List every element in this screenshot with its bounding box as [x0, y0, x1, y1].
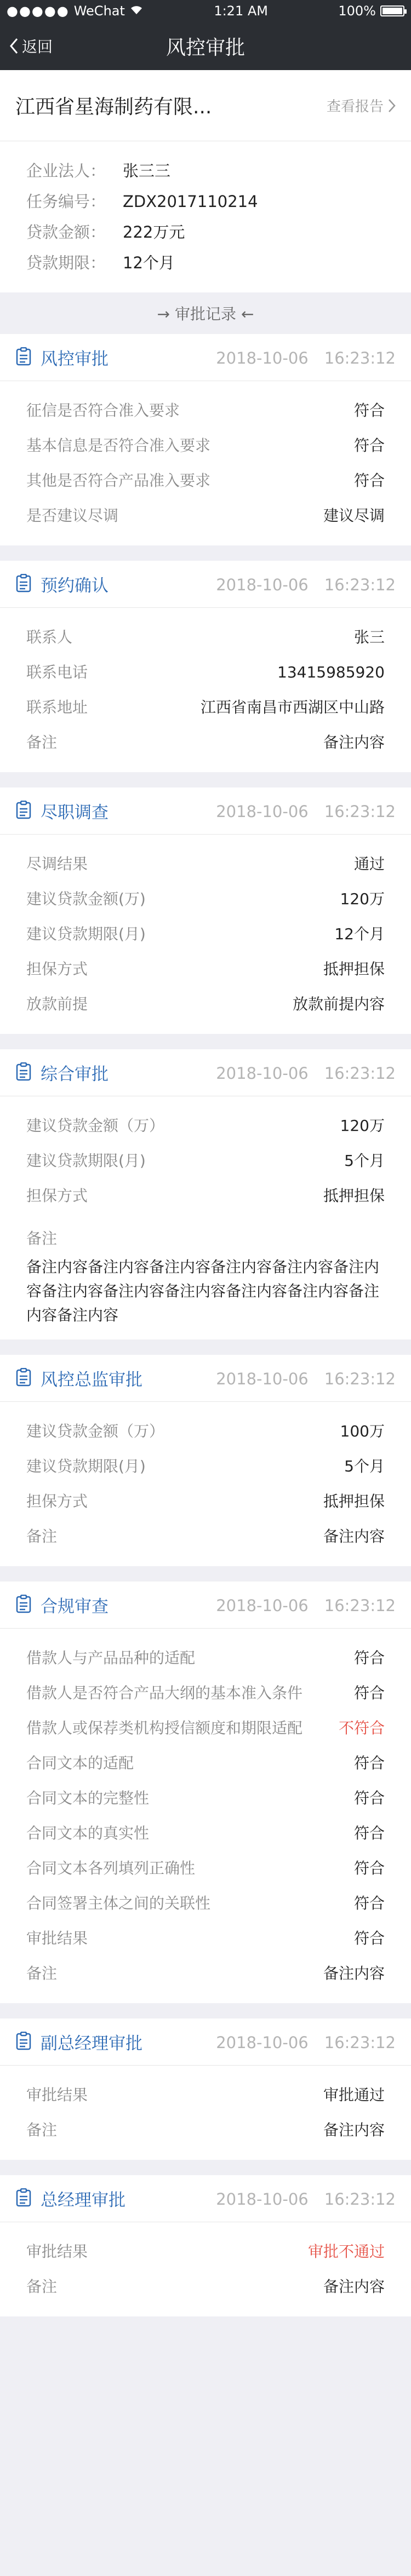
- detail-row: [26, 847, 385, 882]
- detail-label: 建议贷款金额(万): [26, 890, 146, 908]
- detail-value: 符合: [353, 1929, 385, 1947]
- card-header: [0, 1582, 411, 1629]
- summary-row: [26, 248, 385, 278]
- approval-card: [0, 561, 411, 772]
- detail-label: 建议贷款期限(月): [26, 1152, 146, 1170]
- detail-value: 抵押担保: [323, 960, 385, 978]
- card-title: 风控审批: [41, 349, 109, 369]
- clipboard-icon: [15, 2032, 32, 2052]
- detail-row: [26, 1886, 385, 1921]
- card-title-group: [15, 1592, 216, 1617]
- card-timestamp: 2018-10-06 16:23:12: [216, 349, 396, 367]
- detail-label: 其他是否符合产品准入要求: [26, 472, 211, 490]
- detail-row: [26, 2078, 385, 2113]
- detail-value: 建议尽调: [323, 507, 385, 525]
- card-body: [0, 1096, 411, 1339]
- detail-row: [26, 952, 385, 987]
- company-header: [0, 70, 411, 141]
- approval-card: [0, 2019, 411, 2160]
- detail-row: [26, 498, 385, 533]
- detail-row: [26, 393, 385, 428]
- card-body: [0, 1629, 411, 2003]
- card-header: [0, 2019, 411, 2066]
- note-label: 备注: [26, 1229, 58, 1247]
- detail-label: 征信是否符合准入要求: [26, 401, 180, 419]
- detail-row: [26, 1956, 385, 1991]
- detail-row: [26, 1484, 385, 1519]
- detail-row: [26, 1711, 385, 1746]
- summary-row: [26, 186, 385, 217]
- approval-card: [0, 1355, 411, 1566]
- approval-card: [0, 787, 411, 1034]
- card-title-group: [15, 1060, 216, 1085]
- detail-row: [26, 1816, 385, 1851]
- detail-value: 5个月: [344, 1152, 385, 1170]
- clipboard-icon: [15, 1062, 32, 1083]
- summary-label: 贷款期限：: [26, 254, 106, 272]
- back-button[interactable]: [9, 35, 53, 57]
- summary-label: 企业法人：: [26, 162, 106, 180]
- detail-label: 审批结果: [26, 2242, 88, 2261]
- detail-row: [26, 428, 385, 463]
- card-body: [0, 2066, 411, 2160]
- card-title-group: [15, 1366, 216, 1390]
- card-timestamp: 2018-10-06 16:23:12: [216, 802, 396, 821]
- card-header: [0, 1355, 411, 1402]
- card-timestamp: 2018-10-06 16:23:12: [216, 576, 396, 594]
- detail-value: 备注内容: [323, 2121, 385, 2139]
- signal-icon: ●●●●●: [7, 3, 70, 19]
- detail-label: 放款前提: [26, 995, 88, 1013]
- clipboard-icon: [15, 1595, 32, 1615]
- detail-value: 符合: [353, 472, 385, 490]
- detail-row: [26, 1519, 385, 1554]
- detail-row: [26, 1108, 385, 1143]
- detail-row: [26, 1143, 385, 1178]
- detail-value: 13415985920: [277, 663, 385, 681]
- card-header: [0, 1049, 411, 1096]
- view-report-link[interactable]: [327, 95, 396, 116]
- detail-label: 尽调结果: [26, 855, 88, 873]
- chevron-left-icon: [9, 37, 19, 55]
- summary-row: [26, 217, 385, 248]
- status-bar: [0, 0, 411, 22]
- summary-value: ZDX2017110214: [123, 192, 258, 211]
- detail-row: [26, 620, 385, 655]
- detail-value: 符合: [353, 1894, 385, 1912]
- company-name: 江西省星海制药有限...: [15, 96, 212, 118]
- detail-value: 不符合: [338, 1719, 385, 1737]
- detail-value: 审批不通过: [307, 2242, 385, 2261]
- detail-label: 备注: [26, 1964, 58, 1982]
- detail-value: 符合: [353, 1754, 385, 1772]
- detail-row: [26, 2269, 385, 2304]
- detail-label: 备注: [26, 2121, 58, 2139]
- detail-row: [26, 2234, 385, 2269]
- detail-row: [26, 463, 385, 498]
- card-title-group: [15, 572, 216, 596]
- card-timestamp: 2018-10-06 16:23:12: [216, 1064, 396, 1083]
- clipboard-icon: [15, 1368, 32, 1389]
- detail-label: 合同文本的真实性: [26, 1824, 150, 1842]
- detail-row: [26, 1641, 385, 1676]
- card-title: 尽职调查: [41, 803, 109, 823]
- card-header: [0, 561, 411, 608]
- detail-value: 符合: [353, 401, 385, 419]
- card-title-group: [15, 2029, 216, 2054]
- detail-value: 符合: [353, 436, 385, 455]
- note-text: 备注内容备注内容备注内容备注内容备注内容备注内容备注内容备注内容备注内容备注内容备注内容备注内容备注内容: [26, 1258, 380, 1324]
- card-header: [0, 334, 411, 381]
- detail-label: 联系人: [26, 628, 73, 646]
- wifi-icon: [129, 3, 144, 19]
- detail-row: [26, 1781, 385, 1816]
- detail-row: [26, 1676, 385, 1711]
- detail-value: 符合: [353, 1684, 385, 1702]
- clipboard-icon: [15, 2188, 32, 2209]
- detail-label: 备注: [26, 733, 58, 751]
- detail-value: 通过: [353, 855, 385, 873]
- detail-row: [26, 1449, 385, 1484]
- summary-value: 222万元: [123, 223, 185, 242]
- page-title: 风控审批: [165, 36, 245, 59]
- approval-card: [0, 2175, 411, 2316]
- detail-value: 符合: [353, 1649, 385, 1667]
- detail-row: [26, 1746, 385, 1781]
- nav-bar: [0, 22, 411, 70]
- detail-value: 备注内容: [323, 1527, 385, 1545]
- detail-value: 备注内容: [323, 1964, 385, 1982]
- card-body: [0, 1402, 411, 1566]
- detail-value: 100万: [340, 1422, 385, 1440]
- summary-value: 张三三: [123, 162, 171, 180]
- card-header: [0, 787, 411, 835]
- back-label: 返回: [22, 38, 53, 56]
- summary-row: [26, 156, 385, 186]
- card-title: 合规审查: [41, 1597, 109, 1617]
- detail-label: 审批结果: [26, 2086, 88, 2104]
- detail-value: 江西省南昌市西湖区中山路: [200, 698, 385, 716]
- card-title: 综合审批: [41, 1065, 109, 1084]
- card-body: [0, 835, 411, 1034]
- detail-value: 备注内容: [323, 2278, 385, 2296]
- detail-row: [26, 1414, 385, 1449]
- card-title: 风控总监审批: [41, 1370, 142, 1390]
- battery-icon: [380, 5, 404, 16]
- detail-label: 备注: [26, 1527, 58, 1545]
- detail-label: 联系地址: [26, 698, 88, 716]
- detail-value: 抵押担保: [323, 1492, 385, 1510]
- detail-value: 5个月: [344, 1457, 385, 1475]
- card-title: 总经理审批: [41, 2190, 125, 2210]
- detail-value: 张三: [353, 628, 385, 646]
- detail-label: 基本信息是否符合准入要求: [26, 436, 211, 455]
- battery-label: 100%: [338, 3, 376, 19]
- clipboard-icon: [15, 574, 32, 595]
- detail-label: 是否建议尽调: [26, 507, 119, 525]
- carrier-label: WeChat: [73, 3, 125, 19]
- clipboard-icon: [15, 347, 32, 368]
- detail-row: [26, 655, 385, 690]
- detail-label: 建议贷款金额（万）: [26, 1422, 165, 1440]
- detail-label: 担保方式: [26, 1187, 88, 1205]
- detail-label: 建议贷款期限(月): [26, 925, 146, 943]
- approval-records-divider: → 审批记录 ←: [157, 305, 254, 323]
- detail-row: [26, 987, 385, 1022]
- card-title-group: [15, 2186, 216, 2211]
- detail-label: 合同签署主体之间的关联性: [26, 1894, 211, 1912]
- card-title-group: [15, 345, 216, 370]
- detail-value: 备注内容: [323, 733, 385, 751]
- card-header: [0, 2175, 411, 2222]
- card-title: 副总经理审批: [41, 2034, 142, 2054]
- detail-row: [26, 1921, 385, 1956]
- approval-card-list: [0, 334, 411, 2316]
- detail-label: 建议贷款金额（万）: [26, 1117, 165, 1135]
- detail-value: 放款前提内容: [292, 995, 385, 1013]
- status-time: 1:21 AM: [214, 3, 268, 19]
- card-timestamp: 2018-10-06 16:23:12: [216, 2033, 396, 2052]
- detail-row: [26, 882, 385, 917]
- approval-card: [0, 1582, 411, 2003]
- detail-row: [26, 917, 385, 952]
- detail-row: [26, 690, 385, 725]
- detail-label: 担保方式: [26, 960, 88, 978]
- card-title-group: [15, 798, 216, 823]
- detail-label: 担保方式: [26, 1492, 88, 1510]
- approval-card: [0, 334, 411, 545]
- detail-row: [26, 1178, 385, 1214]
- loan-summary: [0, 141, 411, 292]
- detail-value: 12个月: [334, 925, 385, 943]
- detail-value: 120万: [340, 890, 385, 908]
- detail-value: 符合: [353, 1789, 385, 1807]
- detail-value: 审批通过: [323, 2086, 385, 2104]
- card-timestamp: 2018-10-06 16:23:12: [216, 1370, 396, 1388]
- detail-value: 抵押担保: [323, 1187, 385, 1205]
- card-body: [0, 608, 411, 772]
- card-body: [0, 2222, 411, 2316]
- detail-label: 合同文本的完整性: [26, 1789, 150, 1807]
- clipboard-icon: [15, 801, 32, 821]
- chevron-right-icon: [388, 99, 396, 113]
- detail-label: 合同文本各列填列正确性: [26, 1859, 196, 1877]
- detail-label: 联系电话: [26, 663, 88, 681]
- detail-row: [26, 725, 385, 760]
- card-timestamp: 2018-10-06 16:23:12: [216, 2190, 396, 2209]
- summary-value: 12个月: [123, 254, 175, 272]
- approval-card: [0, 1049, 411, 1339]
- detail-label: 建议贷款期限(月): [26, 1457, 146, 1475]
- detail-label: 合同文本的适配: [26, 1754, 134, 1772]
- summary-label: 任务编号：: [26, 192, 106, 211]
- detail-value: 符合: [353, 1859, 385, 1877]
- detail-label: 借款人与产品品种的适配: [26, 1649, 196, 1667]
- detail-label: 借款人或保荐类机构授信额度和期限适配: [26, 1719, 303, 1737]
- detail-label: 备注: [26, 2278, 58, 2296]
- detail-row: [26, 1851, 385, 1886]
- view-report-label: 查看报告: [326, 99, 384, 115]
- detail-value: 120万: [340, 1117, 385, 1135]
- card-body: [0, 381, 411, 545]
- detail-value: 符合: [353, 1824, 385, 1842]
- card-timestamp: 2018-10-06 16:23:12: [216, 1596, 396, 1615]
- summary-label: 贷款金额：: [26, 223, 106, 242]
- detail-label: 审批结果: [26, 1929, 88, 1947]
- detail-label: 借款人是否符合产品大纲的基本准入条件: [26, 1684, 303, 1702]
- card-title: 预约确认: [41, 576, 109, 596]
- detail-row: [26, 2113, 385, 2148]
